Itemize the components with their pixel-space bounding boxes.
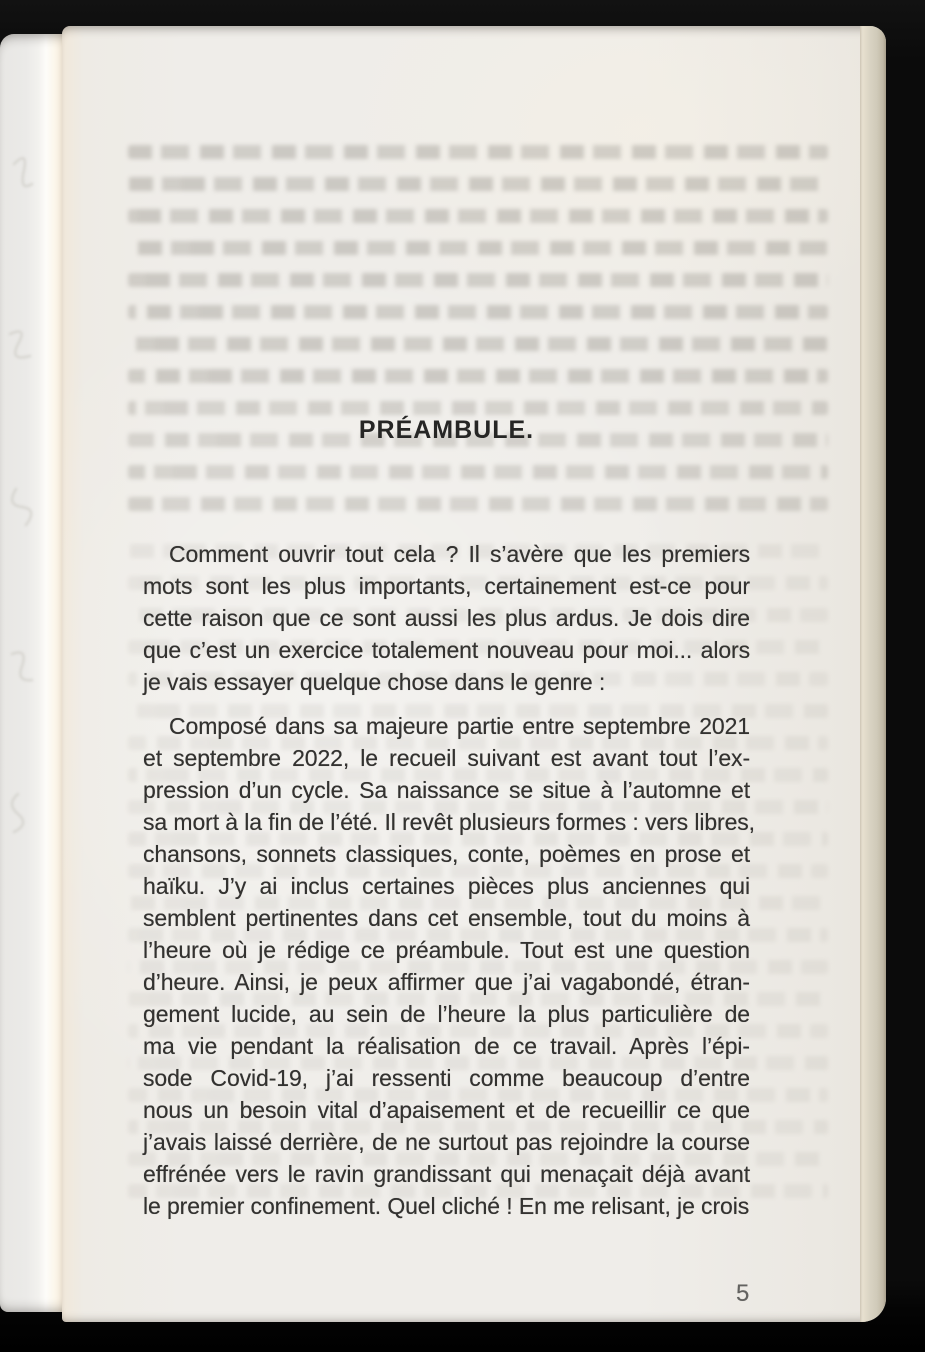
paragraph — [143, 538, 750, 698]
body-line: chansons, sonnets classiques, conte, poèmes en prose et — [143, 841, 750, 867]
facing-page-edge — [0, 34, 62, 1312]
book-page — [62, 26, 886, 1322]
show-through-marks — [0, 34, 62, 1312]
body-line: mots sont les plus importants, certainement est-ce pour — [143, 573, 750, 599]
body-line: sode Covid-19, j’ai ressenti comme beaucoup d’entre — [143, 1065, 750, 1091]
body-line: je vais essayer quelque chose dans le genre : — [143, 669, 606, 695]
chapter-heading: PRÉAMBULE. — [358, 416, 535, 444]
body-line: j’avais laissé derrière, de ne surtout pas rejoindre la course — [143, 1129, 750, 1155]
ghost-text-line — [128, 241, 828, 255]
ghost-text-line — [128, 369, 828, 383]
page-number: 5 — [736, 1280, 750, 1307]
body-line: semblent pertinentes dans cet ensemble, tout du moins à — [143, 905, 750, 931]
body-line: sa mort à la fin de l’été. Il revêt plusieurs formes : vers libres, — [143, 809, 755, 835]
body-line: Composé dans sa majeure partie entre septembre 2021 — [169, 713, 750, 739]
body-line: le premier confinement. Quel cliché ! En me relisant, je crois — [143, 1193, 750, 1219]
body-line: d’heure. Ainsi, je peux affirmer que j’ai vagabondé, étran- — [143, 969, 750, 995]
body-line: cette raison que ce sont aussi les plus ardus. Je dois dire — [143, 605, 750, 631]
paragraph — [143, 710, 755, 1222]
ghost-text-line — [128, 209, 828, 223]
fore-edge — [860, 26, 886, 1322]
body-line: nous un besoin vital d’apaisement et de recueillir ce que — [143, 1097, 750, 1123]
ghost-text-line — [128, 305, 828, 319]
body-line: Comment ouvrir tout cela ? Il s’avère que les premiers — [169, 541, 750, 567]
ghost-text-line — [128, 401, 828, 415]
ghost-text-line — [128, 177, 828, 191]
body-line: et septembre 2022, le recueil suivant est avant tout l’ex- — [143, 745, 750, 771]
ghost-text-line — [128, 497, 828, 511]
body-line: ma vie pendant la réalisation de ce travail. Après l’épi- — [143, 1033, 750, 1059]
ghost-text-line — [128, 465, 828, 479]
body-line: l’heure où je rédige ce préambule. Tout est une question — [143, 937, 750, 963]
ghost-text-line — [128, 337, 828, 351]
body-line: effrénée vers le ravin grandissant qui menaçait déjà avant — [143, 1161, 750, 1187]
body-line: gement lucide, au sein de l’heure la plus particulière de — [143, 1001, 750, 1027]
body-line: pression d’un cycle. Sa naissance se situe à l’automne et — [143, 777, 750, 803]
ghost-text-line — [128, 145, 828, 159]
body-line: haïku. J’y ai inclus certaines pièces plus anciennes qui — [143, 873, 750, 899]
body-line: que c’est un exercice totalement nouveau pour moi... alors — [143, 637, 750, 663]
ghost-text-line — [128, 273, 828, 287]
